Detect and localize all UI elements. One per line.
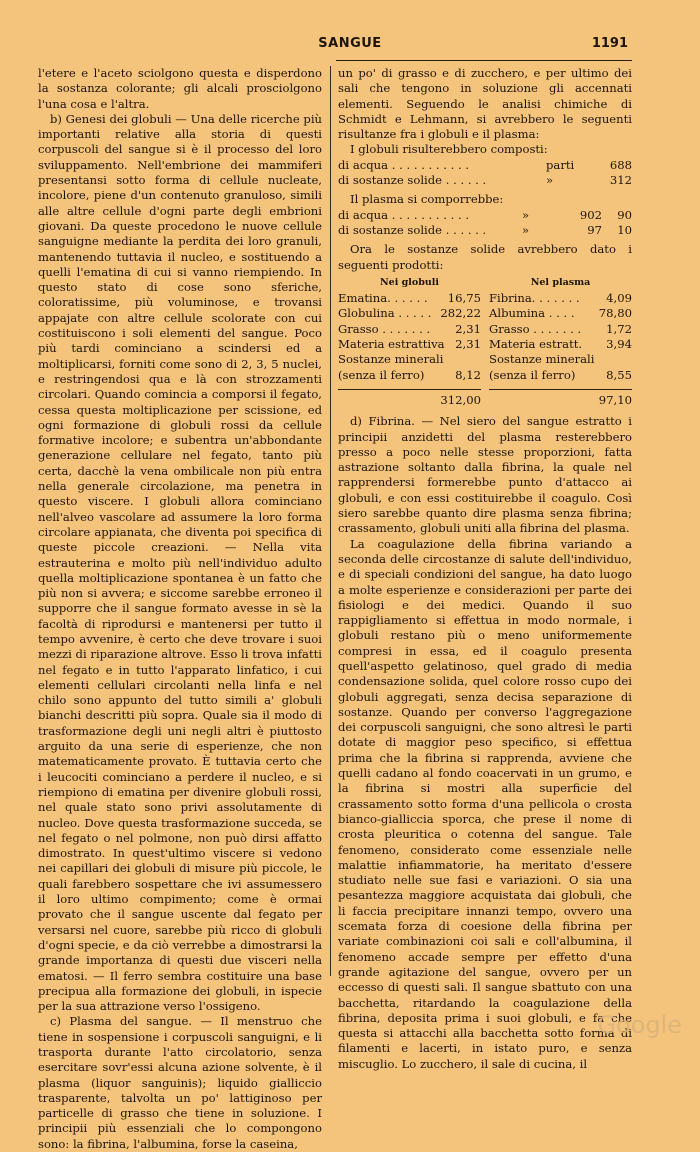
table-row <box>489 352 632 367</box>
row-unit: parti <box>546 157 575 172</box>
cell-label: Sostanze minerali <box>338 352 444 367</box>
globuli-composition <box>338 158 632 189</box>
row-label: di acqua . . . . . . . . . . . <box>338 157 470 172</box>
table-row <box>489 306 632 321</box>
composition-row <box>338 208 632 223</box>
table-row <box>489 337 632 352</box>
row-label: di acqua . . . . . . . . . . . <box>338 207 470 222</box>
running-title: SANGUE <box>318 36 382 51</box>
cell-value: 282,22 <box>440 306 481 321</box>
composition-row <box>338 223 632 238</box>
cell-label: Grasso . . . . . . . <box>489 321 582 336</box>
table-row <box>338 322 481 337</box>
cell-value: 16,75 <box>447 291 481 306</box>
table-row <box>338 368 481 383</box>
row-unit: » <box>522 207 530 222</box>
paragraph: l'etere e l'aceto sciolgono questa e disperdono la sostanza colorante; gli alcali prosciolgono l'una cosa e l'altra. <box>38 66 322 111</box>
cell-label: Globulina . . . . . <box>338 306 432 321</box>
cell-value: 2,31 <box>455 321 481 336</box>
row-value: 902 <box>579 207 602 222</box>
row-value: 97 <box>587 222 602 237</box>
cell-label: (senza il ferro) <box>489 367 576 382</box>
watermark: Google <box>597 1011 682 1039</box>
table-col-globuli <box>338 275 481 414</box>
cell-value: 78,80 <box>598 306 632 321</box>
page-number: 1191 <box>591 36 628 51</box>
paragraph-intro: un po' di grasso e di zucchero, e per ultimo dei sali che tengono in soluzione gli accennati elementi. Seguendo le analisi chimiche di Schmidt e Lehmann, si avrebbero le seguenti risultanze fra i globuli e il plasma: <box>338 66 632 142</box>
column-separator <box>330 66 331 976</box>
composition-row <box>338 173 632 188</box>
composition-row <box>338 158 632 173</box>
row-label: di sostanze solide . . . . . . <box>338 222 487 237</box>
table-row <box>338 337 481 352</box>
row-unit: » <box>546 173 554 188</box>
table-rows <box>489 291 632 383</box>
paragraph-plasma: c) Plasma del sangue. — Il menstruo che tiene in sospensione i corpuscoli sanguigni, e li trasporta durante l'atto circolatorio, senza esercitare sovr'essi alcuna azione solvente, è il plasma (liquor sanguinis); liquido gialliccio trasparente, talvolta un po' lattiginoso per particelle di grasso che tiene in soluzione. I principii più essenziali che lo compongono sono: la fibrina, l'albumina, forse la caseina, <box>38 1014 322 1151</box>
table-header: Nel plasma <box>530 276 591 288</box>
plasma-heading: Il plasma si comporrebbe: <box>350 192 504 207</box>
table-header: Nei globuli <box>380 276 439 288</box>
globuli-heading: I globuli risulterebbero composti: <box>350 142 548 157</box>
table-total: 312,00 <box>338 389 481 408</box>
row-value-decimal: 90 <box>617 207 632 222</box>
page-header <box>0 36 700 56</box>
paragraph-genesi-globuli: b) Genesi dei globuli — Una delle ricerche più importanti relative alla storia di questi corpuscoli del sangue si è il processo del loro sviluppamento. Nell'embrione dei mammiferi presentansi sotto forma di cellule nucleate, incolore, piene d'un contenuto granuloso, simili alle altre cellule d'ogni parte degli embrioni giovani. Da queste procedono le nuove cellule sanguigne mediante la perdita dei loro granuli, mantenendo tuttavia il nucleo, e sostituendo a quelli l'ematina di cui si vanno riempiendo. In questo stato di cose sono sferiche, coloratissime, più voluminose, e trovansi appajate con altre cellule scolorate con cui costituiscono i soli elementi del sangue. Poco più tardi cominciano a scindersi ed a moltiplicarsi, forniti come sono di 2, 3, 5 nuclei, e restringendosi qua e là con strozzamenti circolari. Quando comincia a comporsi il fegato, cessa questa moltiplicazione per scissione, ed ogni formazione di globuli rossi da cellule formative incolore; e subentra un'abbondante generazione cellulare nel fegato, tanto più certa, dacchè la vena ombilicale non più entra nella generale circolazione, ma penetra in questo viscere. I globuli allora cominciano nell'alveo vascolare ad assumere la loro forma circolare appianata, che diventa poi specifica di queste piccole creazioni. — Nella vita estrauterina e molto più nell'individuo adulto quella moltiplicazione spontanea è un fatto che più non si avvera; e siccome sarebbe erroneo il supporre che il sangue formato avesse in sè la facoltà di riprodursi e mantenersi per tutto il tempo avvenire, è certo che deve trovare i suoi mezzi di riparazione altrove. Esso li trova infatti nel fegato e in tutto l'apparato linfatico, i cui elementi cellulari circolanti nella linfa e nel chilo sono appunto del tutto simili a' globuli bianchi descritti più sopra. Quale sia il modo di trasformazione degli uni negli altri è piuttosto arguito da una serie di esperienze, che non matematicamente provato. È tuttavia certo che i leucociti cominciano a perdere il nucleo, e si riempiono di ematina per divenire globuli rossi, nel quale stato sono privi assolutamente di nucleo. Dove questa trasformazione succeda, se nel fegato o nel polmone, non può dirsi affatto dimostrato. In quest'ultimo viscere si vedono nei capillari dei globuli di misure più piccole, le quali farebbero sospettare che ivi assumessero il loro ultimo compimento; come è ormai provato che il sangue uscente dal fegato per versarsi nel cuore, sarebbe più ricco di globuli d'ogni specie, e da ciò verrebbe a dimostrarsi la grande importanza di questi due visceri nella ematosi. — Il ferro sembra costituire una base precipua alla formazione dei globuli, in ispecie per la sua attrazione verso l'ossigeno. <box>38 111 322 1014</box>
table-row <box>489 322 632 337</box>
cell-label: Materia estrattiva <box>338 337 445 352</box>
paragraph-coagulazione: La coagulazione della fibrina variando a seconda delle circostanze di salute dell'individuo, e di speciali condizioni del sangue, ha dato luogo a molte esperienze e considerazioni per parte dei fisiologi e dei medici. Quando il suo rappigliamento si effettua in modo normale, i globuli restano più o meno uniformemente compresi in essa, ed il coagulo presenta quell'aspetto gelatinoso, quel grado di media condensazione solida, quel colore rosso cupo dei globuli aggregati, senza decisa separazione di sostanze. Quando per converso l'aggregazione dei corpuscoli sanguigni, che sono altresì le parti dotate di maggior peso specifico, si effettua prima che la fibrina si rapprenda, avviene che quelli cadano al fondo coacervati in un grumo, e la fibrina si mostri alla superficie del crassamento sotto forma d'una pellicola o crosta bianco-gialliccia sporca, che prese il nome di crosta pleuritica o cotenna del sangue. Tale fenomeno, considerato come essenziale nelle malattie infiammatorie, ha meritato d'essere studiato nelle sue fasi e variazioni. O sia una pesantezza maggiore acquistata dai globuli, che li faccia precipitare innanzi tempo, ovvero una scemata forza di coesione della fibrina per variate combinazioni coi sali e coll'albumina, il fenomeno accade sempre per effetto d'una grande agitazione del sangue, ovvero per un eccesso di questi sali. Il sangue sbattuto con una bacchetta, ritardando la coagulazione della fibrina, deposita prima i suoi globuli, e fa che questa si attacchi alla bacchetta sotto forma di filamenti e lacerti, in istato puro, e senza miscuglio. Lo zucchero, il sale di cucina, il <box>338 536 632 1071</box>
cell-value: 2,31 <box>455 337 481 352</box>
paragraph-fibrina: d) Fibrina. — Nel siero del sangue estratto i principii anzidetti del plasma resterebbero presso a poco nelle stesse proporzioni, fatta astrazione soltanto dalla fibrina, la quale nel rapprendersi formerebbe punto d'attacco ai globuli, e con essi costituirebbe il coagulo. Così siero sarebbe quanto dire plasma senza fibrina; crassamento, globuli uniti alla fibrina del plasma. <box>338 414 632 536</box>
right-column <box>338 66 632 1072</box>
table-rows <box>338 291 481 383</box>
row-label: di sostanze solide . . . . . . <box>338 173 487 188</box>
row-value: 688 <box>609 157 632 172</box>
plasma-composition <box>338 208 632 239</box>
left-column <box>38 66 322 1152</box>
table-row <box>338 291 481 306</box>
cell-value: 8,55 <box>606 367 632 382</box>
cell-label: Grasso . . . . . . . <box>338 321 431 336</box>
cell-label: Sostanze minerali <box>489 352 595 367</box>
cell-value: 3,94 <box>606 337 632 352</box>
cell-label: (senza il ferro) <box>338 367 425 382</box>
cell-value: 1,72 <box>606 321 632 336</box>
cell-value: 8,12 <box>455 367 481 382</box>
cell-label: Albumina . . . . <box>489 306 575 321</box>
header-rule <box>336 60 632 61</box>
table-row <box>489 368 632 383</box>
cell-label: Ematina. . . . . . <box>338 291 428 306</box>
solids-heading: Ora le sostanze solide avrebbero dato i seguenti prodotti: <box>338 242 632 272</box>
cell-label: Materia estratt. <box>489 337 583 352</box>
table-row <box>338 352 481 367</box>
row-value: 312 <box>609 173 632 188</box>
table-row <box>338 306 481 321</box>
row-unit: » <box>522 222 530 237</box>
cell-label: Fibrina. . . . . . . <box>489 291 580 306</box>
table-col-plasma <box>489 275 632 414</box>
row-value-decimal: 10 <box>617 222 632 237</box>
solids-table <box>338 275 632 414</box>
table-total: 97,10 <box>489 389 632 408</box>
cell-value: 4,09 <box>606 291 632 306</box>
table-row <box>489 291 632 306</box>
